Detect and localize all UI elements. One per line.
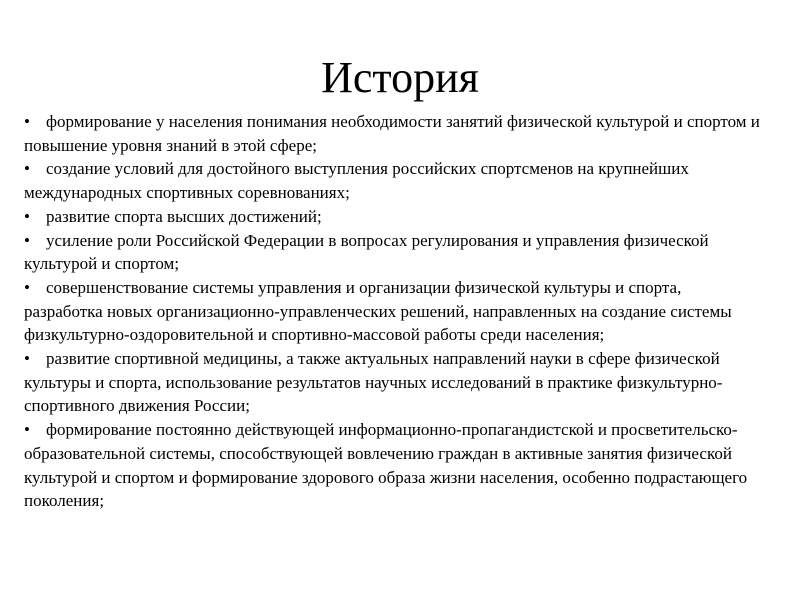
- list-item: [24, 276, 764, 347]
- slide-title: История: [321, 53, 479, 102]
- list-item-text: развитие спорта высших достижений;: [46, 206, 322, 226]
- list-item: [24, 110, 764, 157]
- list-item: [24, 418, 764, 513]
- bullet-icon: •: [24, 277, 30, 297]
- bullet-list: [24, 110, 764, 513]
- list-item-text: совершенствование системы управления и организации физической культуры и спорта, разработка новых организационно-управленческих решений, направленных на создание системы физкультурно-оздоровительной и спортивно-массовой работы среди населения;: [24, 277, 732, 345]
- list-item-text: формирование постоянно действующей информационно-пропагандистской и просветительско-образовательной системы, способствующей вовлечению граждан в активные занятия физической культурой и спортом и формирование здорового образа жизни населения, особенно подрастающего поколения;: [24, 420, 748, 511]
- bullet-icon: •: [24, 349, 30, 369]
- list-item: [24, 157, 764, 204]
- list-item: [24, 229, 764, 276]
- list-item: [24, 347, 764, 418]
- list-item-text: формирование у населения понимания необходимости занятий физической культурой и спортом и повышение уровня знаний в этой сфере;: [24, 112, 760, 155]
- bullet-icon: •: [24, 159, 30, 179]
- list-item-text: создание условий для достойного выступления российских спортсменов на крупнейших международных спортивных соревнованиях;: [24, 159, 689, 203]
- list-item: [24, 205, 764, 229]
- bullet-icon: •: [24, 230, 30, 250]
- bullet-icon: •: [24, 206, 30, 226]
- bullet-icon: •: [24, 420, 30, 440]
- bullet-icon: •: [24, 112, 30, 131]
- list-item-text: усиление роли Российской Федерации в вопросах регулирования и управления физической культурой и спортом;: [24, 230, 709, 274]
- list-item-text: развитие спортивной медицины, а также актуальных направлений науки в сфере физической культуры и спорта, использование результатов научных исследований в практике физкультурно-спортивного движения России;: [24, 349, 723, 416]
